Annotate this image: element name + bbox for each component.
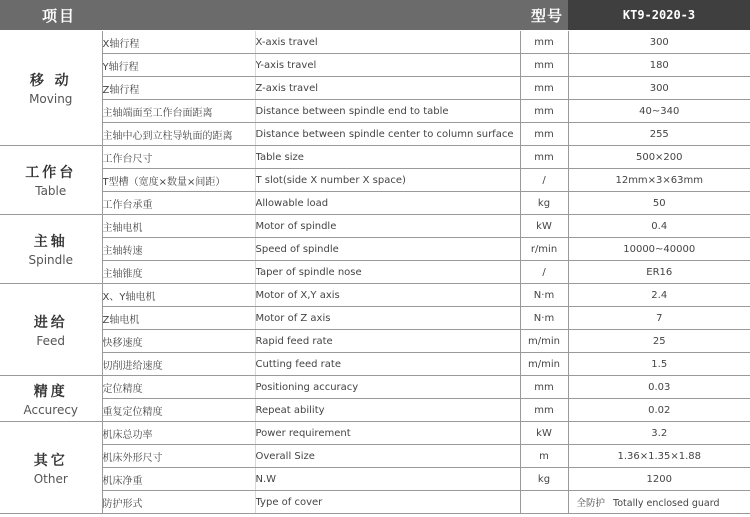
spec-table <box>0 31 750 514</box>
header-model-label: 型号 <box>531 7 564 25</box>
spec-unit: m/min <box>520 353 568 376</box>
table-row <box>0 307 750 330</box>
spec-name-cn: 重复定位精度 <box>102 399 255 422</box>
spec-name-cn: Z轴行程 <box>102 77 255 100</box>
spec-value: 1200 <box>568 468 750 491</box>
spec-name-cn: 主轴转速 <box>102 238 255 261</box>
spec-name-en: Rapid feed rate <box>255 330 520 353</box>
spec-value: 0.4 <box>568 215 750 238</box>
table-row <box>0 445 750 468</box>
spec-name-cn: 机床净重 <box>102 468 255 491</box>
table-row <box>0 123 750 146</box>
spec-name-en: Allowable load <box>255 192 520 215</box>
spec-name-en: Motor of Z axis <box>255 307 520 330</box>
spec-name-en: T slot(side X number X space) <box>255 169 520 192</box>
spec-unit: m <box>520 445 568 468</box>
table-row <box>0 376 750 399</box>
spec-name-en: Speed of spindle <box>255 238 520 261</box>
spec-name-cn: 主轴锥度 <box>102 261 255 284</box>
spec-unit: mm <box>520 100 568 123</box>
spec-unit: mm <box>520 146 568 169</box>
spec-value: ER16 <box>568 261 750 284</box>
spec-unit: kW <box>520 215 568 238</box>
group-label <box>0 284 102 376</box>
header-model-value: KT9-2020-3 <box>568 0 750 30</box>
spec-name-en: Power requirement <box>255 422 520 445</box>
spec-name-en: Distance between spindle end to table <box>255 100 520 123</box>
spec-name-cn: 防护形式 <box>102 491 255 514</box>
spec-value: 40~340 <box>568 100 750 123</box>
spec-unit: mm <box>520 376 568 399</box>
group-label-cn: 进给 <box>33 314 68 331</box>
spec-name-en: Table size <box>255 146 520 169</box>
spec-name-cn: 机床总功率 <box>102 422 255 445</box>
table-row <box>0 491 750 514</box>
spec-unit <box>520 491 568 514</box>
spec-name-en: Overall Size <box>255 445 520 468</box>
spec-unit: mm <box>520 54 568 77</box>
group-label-en: Table <box>35 184 67 198</box>
table-row <box>0 284 750 307</box>
spec-name-cn: 快移速度 <box>102 330 255 353</box>
spec-unit: N·m <box>520 307 568 330</box>
spec-value: 7 <box>568 307 750 330</box>
spec-name-cn: Y轴行程 <box>102 54 255 77</box>
table-row <box>0 100 750 123</box>
spec-name-cn: T型槽（宽度×数量×间距） <box>102 169 255 192</box>
group-label-cn: 工作台 <box>25 165 77 181</box>
group-label <box>0 376 102 422</box>
spec-unit: mm <box>520 123 568 146</box>
group-label-en: Other <box>33 471 68 486</box>
spec-value-en: Totally enclosed guard <box>613 498 720 509</box>
group-label-en: Feed <box>36 333 66 348</box>
spec-unit: mm <box>520 31 568 54</box>
table-header <box>0 0 750 30</box>
table-row <box>0 54 750 77</box>
spec-name-en: Z-axis travel <box>255 77 520 100</box>
group-label-cn: 其它 <box>33 452 68 469</box>
spec-value: 300 <box>568 31 750 54</box>
table-row <box>0 146 750 169</box>
header-item-label: 项目 <box>42 7 77 25</box>
spec-value: 300 <box>568 77 750 100</box>
spec-unit: r/min <box>520 238 568 261</box>
group-label-en: Moving <box>29 92 73 106</box>
group-label-cn: 移 动 <box>29 73 72 89</box>
spec-name-en: Repeat ability <box>255 399 520 422</box>
spec-name-en: N.W <box>255 468 520 491</box>
table-row <box>0 192 750 215</box>
spec-name-en: Distance between spindle center to column surface <box>255 123 520 146</box>
table-row <box>0 468 750 491</box>
spec-value: 1.5 <box>568 353 750 376</box>
group-label-en: Spindle <box>28 253 73 267</box>
spec-unit: mm <box>520 77 568 100</box>
spec-name-en: Motor of spindle <box>255 215 520 238</box>
spec-value: 3.2 <box>568 422 750 445</box>
table-row <box>0 169 750 192</box>
table-row <box>0 31 750 54</box>
spec-value: 0.03 <box>568 376 750 399</box>
group-label-cn: 主轴 <box>33 234 68 250</box>
spec-value: 50 <box>568 192 750 215</box>
group-label <box>0 422 102 514</box>
spec-name-en: Taper of spindle nose <box>255 261 520 284</box>
table-row <box>0 261 750 284</box>
spec-unit: mm <box>520 399 568 422</box>
spec-name-cn: 定位精度 <box>102 376 255 399</box>
spec-name-cn: 工作台承重 <box>102 192 255 215</box>
table-row <box>0 77 750 100</box>
spec-name-en: Positioning accuracy <box>255 376 520 399</box>
spec-unit: N·m <box>520 284 568 307</box>
table-row <box>0 422 750 445</box>
spec-name-cn: 主轴中心到立柱导轨面的距离 <box>102 123 255 146</box>
spec-name-cn: 工作台尺寸 <box>102 146 255 169</box>
spec-value: 10000~40000 <box>568 238 750 261</box>
spec-value: 180 <box>568 54 750 77</box>
spec-value: 2.4 <box>568 284 750 307</box>
group-label <box>0 215 102 284</box>
spec-unit: kg <box>520 192 568 215</box>
group-label-cn: 精度 <box>33 383 68 400</box>
table-row <box>0 399 750 422</box>
spec-value-cn: 全防护 <box>576 498 606 509</box>
spec-name-en: Motor of X,Y axis <box>255 284 520 307</box>
spec-name-en: X-axis travel <box>255 31 520 54</box>
table-row <box>0 330 750 353</box>
spec-value: 500×200 <box>568 146 750 169</box>
group-label-en: Accurecy <box>23 402 79 417</box>
spec-name-cn: 切削进给速度 <box>102 353 255 376</box>
spec-unit: kg <box>520 468 568 491</box>
spec-value: 255 <box>568 123 750 146</box>
spec-unit: / <box>520 169 568 192</box>
spec-unit: m/min <box>520 330 568 353</box>
spec-value: 12mm×3×63mm <box>568 169 750 192</box>
table-row <box>0 238 750 261</box>
spec-name-en: Y-axis travel <box>255 54 520 77</box>
spec-value: 25 <box>568 330 750 353</box>
group-label <box>0 146 102 215</box>
group-label <box>0 31 102 146</box>
spec-unit: kW <box>520 422 568 445</box>
spec-name-cn: X、Y轴电机 <box>102 284 255 307</box>
spec-name-en: Type of cover <box>255 491 520 514</box>
spec-value <box>568 491 750 514</box>
spec-name-en: Cutting feed rate <box>255 353 520 376</box>
table-row <box>0 215 750 238</box>
spec-name-cn: 机床外形尺寸 <box>102 445 255 468</box>
spec-value: 0.02 <box>568 399 750 422</box>
spec-name-cn: X轴行程 <box>102 31 255 54</box>
spec-name-cn: Z轴电机 <box>102 307 255 330</box>
table-row <box>0 353 750 376</box>
spec-name-cn: 主轴电机 <box>102 215 255 238</box>
spec-unit: / <box>520 261 568 284</box>
spec-name-cn: 主轴端面至工作台面距离 <box>102 100 255 123</box>
spec-value: 1.36×1.35×1.88 <box>568 445 750 468</box>
